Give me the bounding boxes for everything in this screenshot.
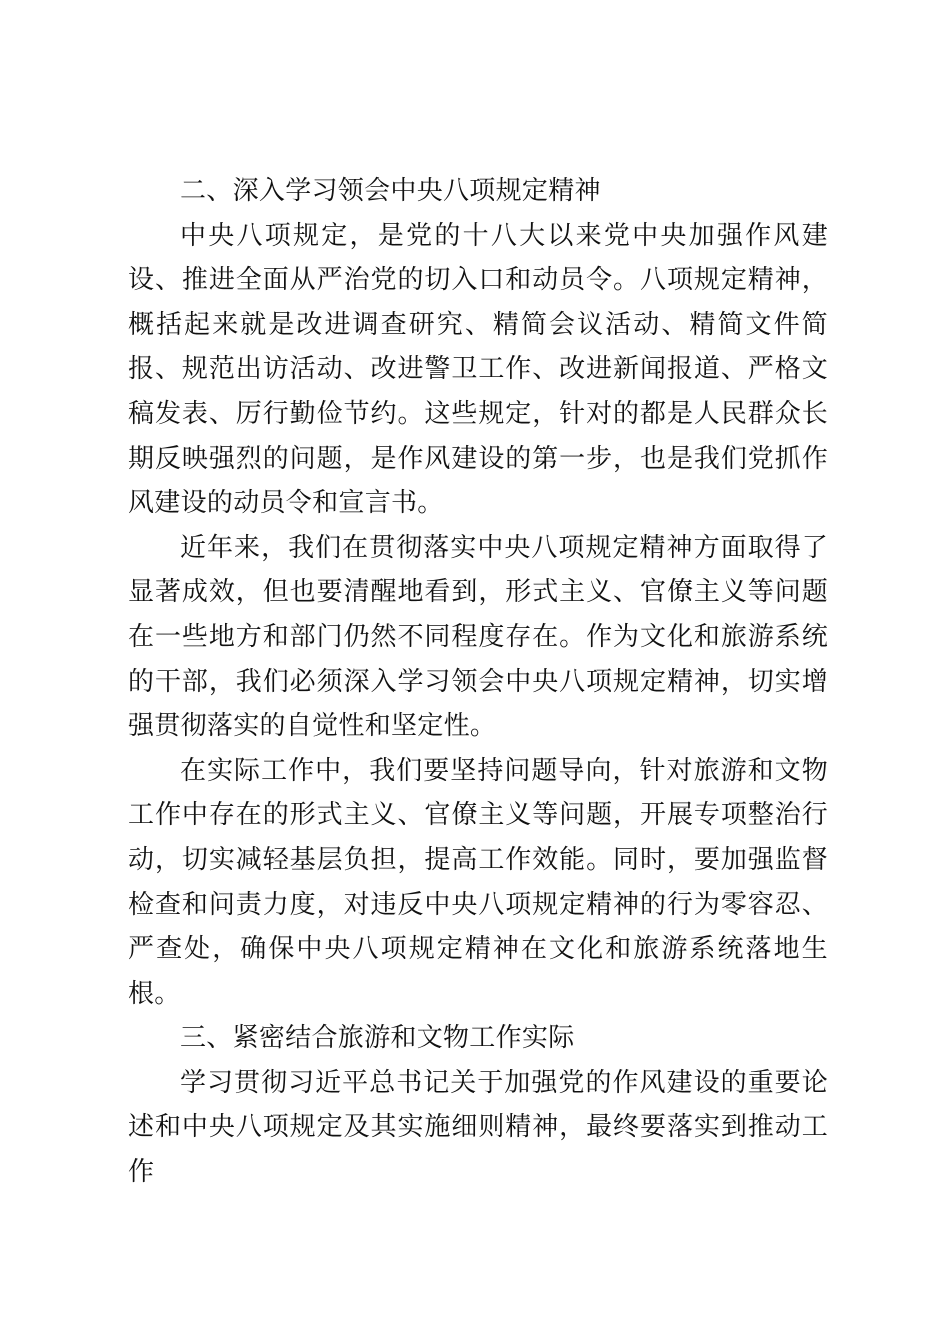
paragraph: 近年来，我们在贯彻落实中央八项规定精神方面取得了显著成效，但也要清醒地看到，形式主义、官僚主义等问题在一些地方和部门仍然不同程度存在。作为文化和旅游系统的干部，我们必须深入学习领会中央八项规定精神，切实增强贯彻落实的自觉性和坚定性。 — [128, 532, 828, 742]
paragraph: 学习贯彻习近平总书记关于加强党的作风建设的重要论述和中央八项规定及其实施细则精神，最终要落实到推动工作 — [128, 1067, 828, 1188]
section-heading-3: 三、紧密结合旅游和文物工作实际 — [180, 1023, 575, 1054]
paragraph: 中央八项规定，是党的十八大以来党中央加强作风建设、推进全面从严治党的切入口和动员令。八项规定精神，概括起来就是改进调查研究、精简会议活动、精简文件简报、规范出访活动、改进警卫工作、改进新闻报道、严格文稿发表、厉行勤俭节约。这些规定，针对的都是人民群众长期反映强烈的问题，是作风建设的第一步，也是我们党抓作风建设的动员令和宣言书。 — [128, 220, 828, 519]
document-body — [128, 169, 828, 1195]
paragraph: 在实际工作中，我们要坚持问题导向，针对旅游和文物工作中存在的形式主义、官僚主义等问题，开展专项整治行动，切实减轻基层负担，提高工作效能。同时，要加强监督检查和问责力度，对违反中央八项规定精神的行为零容忍、严查处，确保中央八项规定精神在文化和旅游系统落地生根。 — [128, 755, 828, 1009]
section-heading-2: 二、深入学习领会中央八项规定精神 — [180, 176, 601, 206]
